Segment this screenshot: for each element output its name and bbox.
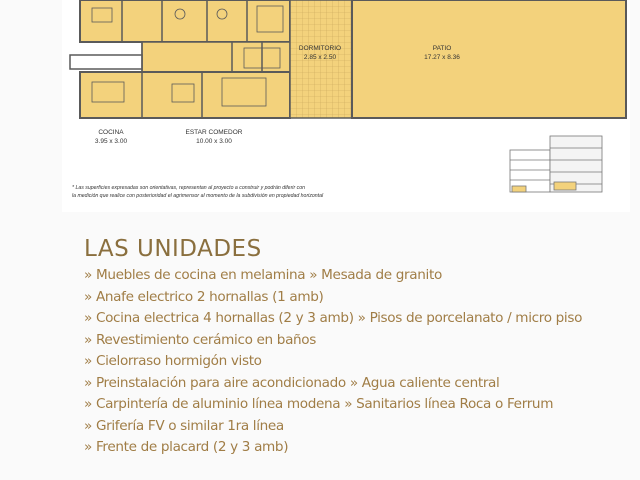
room-name: COCINA xyxy=(98,129,124,136)
room-size: 3.95 x 3.00 xyxy=(94,138,128,145)
footnote-line: * Las superficies expresadas son orientativas, representan al proyecto a construir y podrán diferir con xyxy=(72,185,305,191)
dormitorio-label xyxy=(280,44,360,62)
room-name: ESTAR COMEDOR xyxy=(185,129,243,136)
floor-plan xyxy=(62,0,630,212)
feature-item: » Cielorraso hormigón visto xyxy=(84,353,262,369)
building-section-diagram xyxy=(510,136,602,192)
feature-item: » Grifería FV o similar 1ra línea xyxy=(84,417,284,434)
feature-item: » Preinstalación para aire acondicionado » Agua caliente central xyxy=(84,374,500,391)
cocina-label xyxy=(76,128,146,146)
patio-label xyxy=(392,44,492,62)
footnote-line: la medición que realice con posterioridad el agrimensor al momento de la subdivisión en propiedad horizontal xyxy=(72,193,324,199)
feature-item: » Carpintería de aluminio línea modena » Sanitarios línea Roca o Ferrum xyxy=(84,396,554,412)
room-name: DORMITORIO xyxy=(298,45,342,52)
room-name: PATIO xyxy=(432,45,452,52)
section-title: LAS UNIDADES xyxy=(84,236,262,262)
feature-item: » Revestimiento cerámico en baños xyxy=(84,331,317,348)
room-size: 17.27 x 8.36 xyxy=(424,54,460,61)
plan-footnote xyxy=(72,184,482,200)
middle-rooms xyxy=(142,42,290,72)
features-list xyxy=(84,265,634,459)
passage xyxy=(70,55,142,69)
floor-plan-drawing xyxy=(62,0,630,212)
estar-label xyxy=(170,128,258,146)
feature-item: » Frente de placard (2 y 3 amb) xyxy=(84,439,289,455)
room-size: 2.85 x 2.50 xyxy=(303,54,337,61)
living-row xyxy=(80,72,290,118)
feature-item: » Anafe electrico 2 hornallas (1 amb) xyxy=(84,288,324,305)
room-size: 10.00 x 3.00 xyxy=(196,138,232,145)
feature-item: » Muebles de cocina en melamina » Mesada de granito xyxy=(84,267,442,283)
feature-item: » Cocina electrica 4 hornallas (2 y 3 amb) » Pisos de porcelanato / micro piso xyxy=(84,310,583,326)
